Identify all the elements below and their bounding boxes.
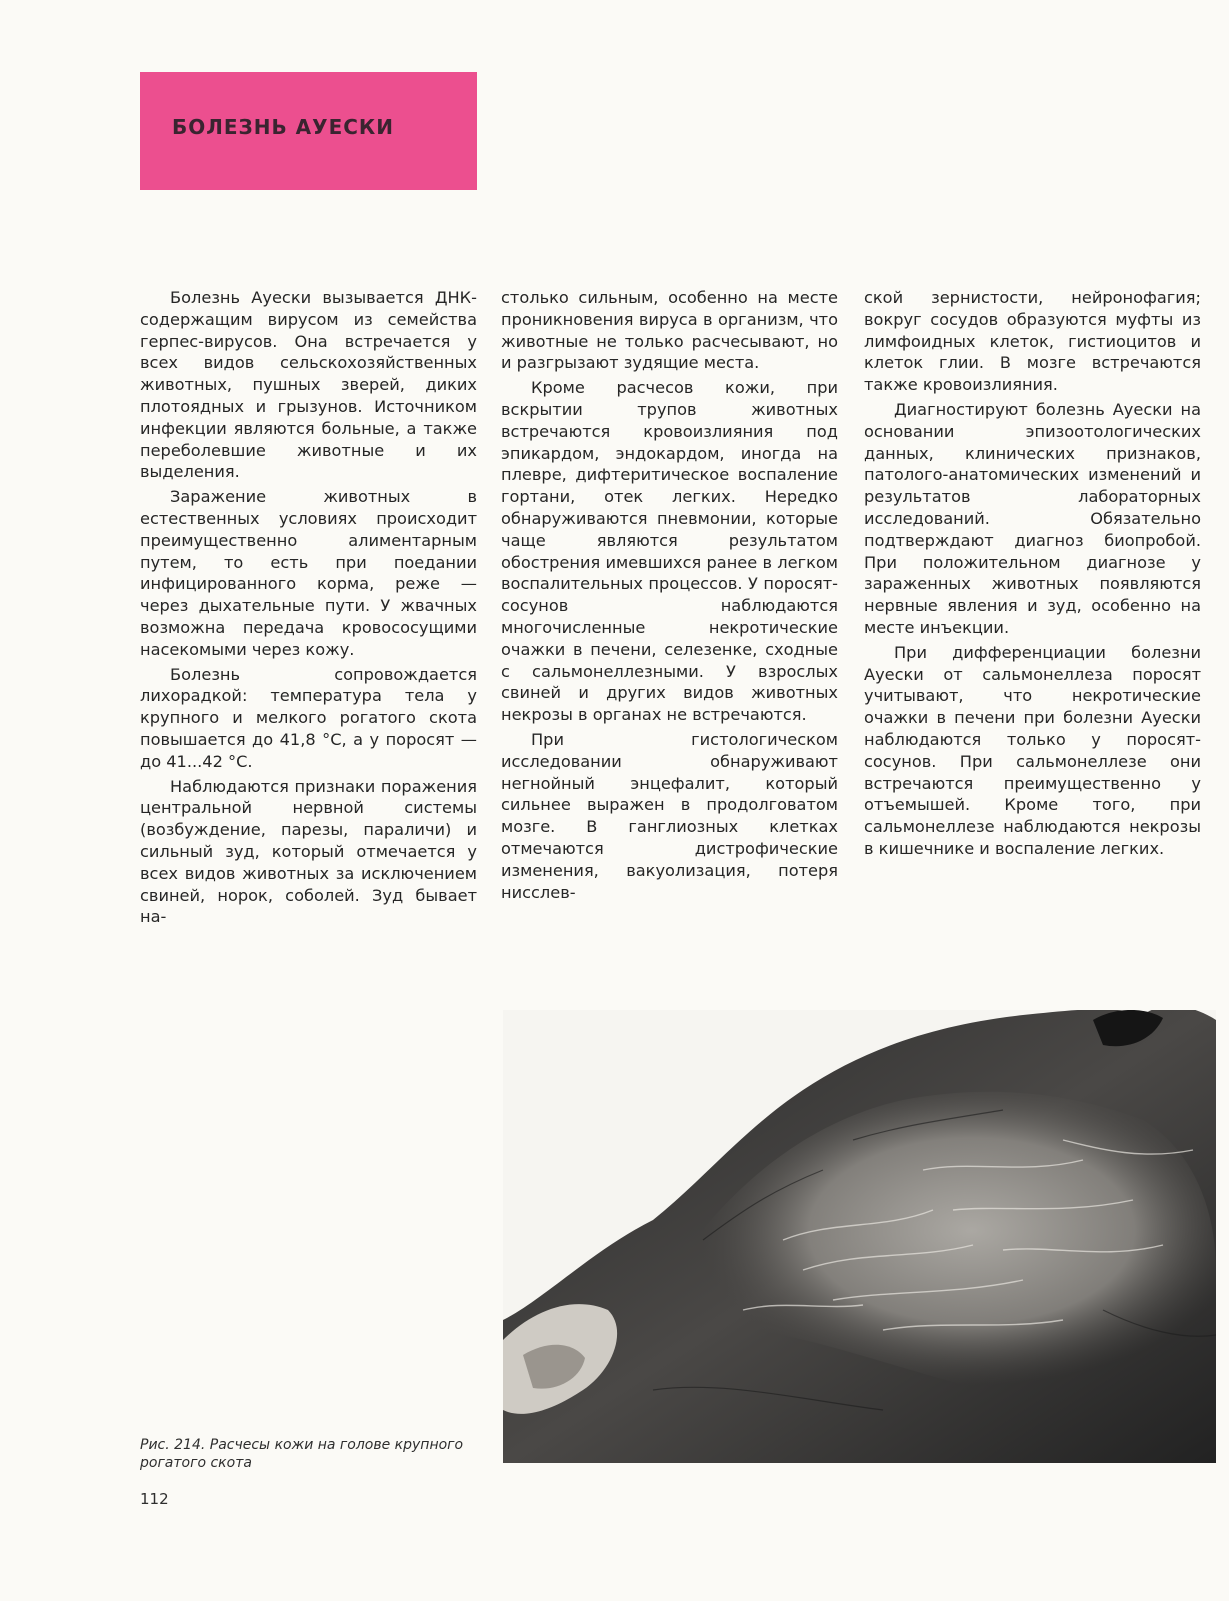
paragraph: Кроме расчесов кожи, при вскрытии трупов животных встречаются кровоизлияния под эпикардом, эндокардом, иногда на плевре, дифтеритическое воспаление гортани, отек легких. Нередко обнаруживаются пневмонии, которые чаще являются результатом обострения имевшихся ранее в легком воспалительных процессов. У поросят-сосунов наблюдаются многочисленные некротические очажки в печени, селезенке, сходные с сальмонеллезными. У взрослых свиней и других видов животных некрозы в органах не встречаются. [501,378,838,725]
paragraph: Диагностируют болезнь Ауески на основании эпизоотологических данных, клинических признаков, патолого-анатомических изменений и результатов лабораторных исследований. Обязательно подтверждают диагноз биопробой. При положительном диагнозе у зараженных животных появляются нервные явления и зуд, особенно на месте инъекции. [864,399,1201,637]
section-header-box [140,72,477,190]
paragraph: Заражение животных в естественных условиях происходит преимущественно алиментарным путем, то есть при поедании инфицированного корма, реже — через дыхательные пути. У жвачных возможна передача кровососущими насекомыми через кожу. [140,487,477,659]
page-title: БОЛЕЗНЬ АУЕСКИ [172,115,394,139]
text-column-1 [140,287,477,931]
page-number: 112 [140,1490,169,1508]
text-column-3 [864,287,1201,863]
paragraph: Болезнь сопровождается лихорадкой: температура тела у крупного и мелкого рогатого скота повышается до 41,8 °С, а у поросят — до 41...42 °С. [140,664,477,771]
paragraph: столько сильным, особенно на месте проникновения вируса в организм, что животные не только расчесывают, но и разгрызают зудящие места. [501,288,838,373]
figure-photo [503,1010,1216,1463]
figure-caption: Рис. 214. Расчесы кожи на голове крупного рогатого скота [140,1437,464,1471]
paragraph: ской зернистости, нейронофагия; вокруг сосудов образуются муфты из лимфоидных клеток, гистиоцитов и клеток глии. В мозге встречаются также кровоизлияния. [864,288,1201,395]
paragraph: Наблюдаются признаки поражения центральной нервной системы (возбуждение, парезы, параличи) и сильный зуд, который отмечается у всех видов животных за исключением свиней, норок, соболей. Зуд бывает на- [140,776,477,927]
paragraph: При дифференциации болезни Ауески от сальмонеллеза поросят учитывают, что некротические очажки в печени при болезни Ауески наблюдаются только у поросят-сосунов. При сальмонеллезе они встречаются преимущественно у отъемышей. Кроме того, при сальмонеллезе наблюдаются некрозы в кишечнике и воспаление легких. [864,642,1201,858]
cattle-head-photo [503,1010,1216,1463]
paragraph: При гистологическом исследовании обнаруживают негнойный энцефалит, который сильнее выражен в продолговатом мозге. В ганглиозных клетках отмечаются дистрофические изменения, вакуолизация, потеря нисслев- [501,729,838,902]
paragraph: Болезнь Ауески вызывается ДНК-содержащим вирусом из семейства герпес-вирусов. Она встречается у всех видов сельскохозяйственных животных, пушных зверей, диких плотоядных и грызунов. Источником инфекции являются больные, а также переболевшие животные и их выделения. [140,288,477,482]
text-column-2 [501,287,838,906]
